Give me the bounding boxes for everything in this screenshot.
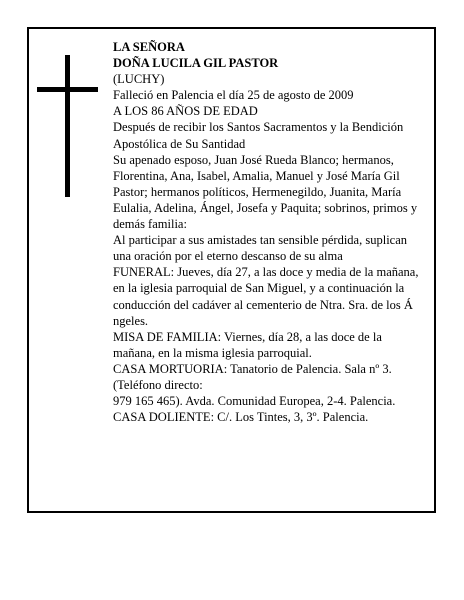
cross-horizontal-bar	[37, 87, 98, 92]
cross-vertical-bar	[65, 55, 70, 197]
obituary-text	[113, 39, 425, 425]
family-paragraph: Su apenado esposo, Juan José Rueda Blanco; hermanos, Florentina, Ana, Isabel, Amalia, Manuel y José María Gil Pastor; hermanos políticos, Hermenegildo, Juanita, María Eulalia, Adelina, Ángel, Josefa y Paquita; sobrinos, primos y demás familia:	[113, 152, 418, 232]
deceased-name: DOÑA LUCILA GIL PASTOR	[113, 56, 279, 71]
mortuary-line-2: 979 165 465). Avda. Comunidad Europea, 2-4. Palencia.	[113, 394, 396, 409]
title-line-1: LA SEÑORA	[113, 40, 185, 54]
nickname: (LUCHY)	[113, 72, 165, 87]
mortuary-line-1: CASA MORTUORIA: Tanatorio de Palencia. Sala nº 3. (Teléfono directo:	[113, 361, 392, 392]
death-line: Falleció en Palencia el día 25 de agosto de 2009	[113, 88, 354, 103]
mourning-house-line: CASA DOLIENTE: C/. Los Tintes, 3, 3º. Palencia.	[113, 410, 369, 425]
funeral-paragraph: FUNERAL: Jueves, día 27, a las doce y media de la mañana, en la iglesia parroquial de San Miguel, y a continuación la conducción del cadáver al cementerio de Ntra. Sra. de los Á ngeles.	[113, 265, 419, 328]
request-paragraph: Al participar a sus amistades tan sensible pérdida, suplican una oración por el eterno descanso de su alma	[113, 233, 408, 264]
age-line: A LOS 86 AÑOS DE EDAD	[113, 104, 258, 119]
mass-paragraph: MISA DE FAMILIA: Viernes, día 28, a las doce de la mañana, en la misma iglesia parroquial.	[113, 329, 382, 360]
sacraments-paragraph: Después de recibir los Santos Sacramentos y la Bendición Apostólica de Su Santidad	[113, 120, 404, 151]
